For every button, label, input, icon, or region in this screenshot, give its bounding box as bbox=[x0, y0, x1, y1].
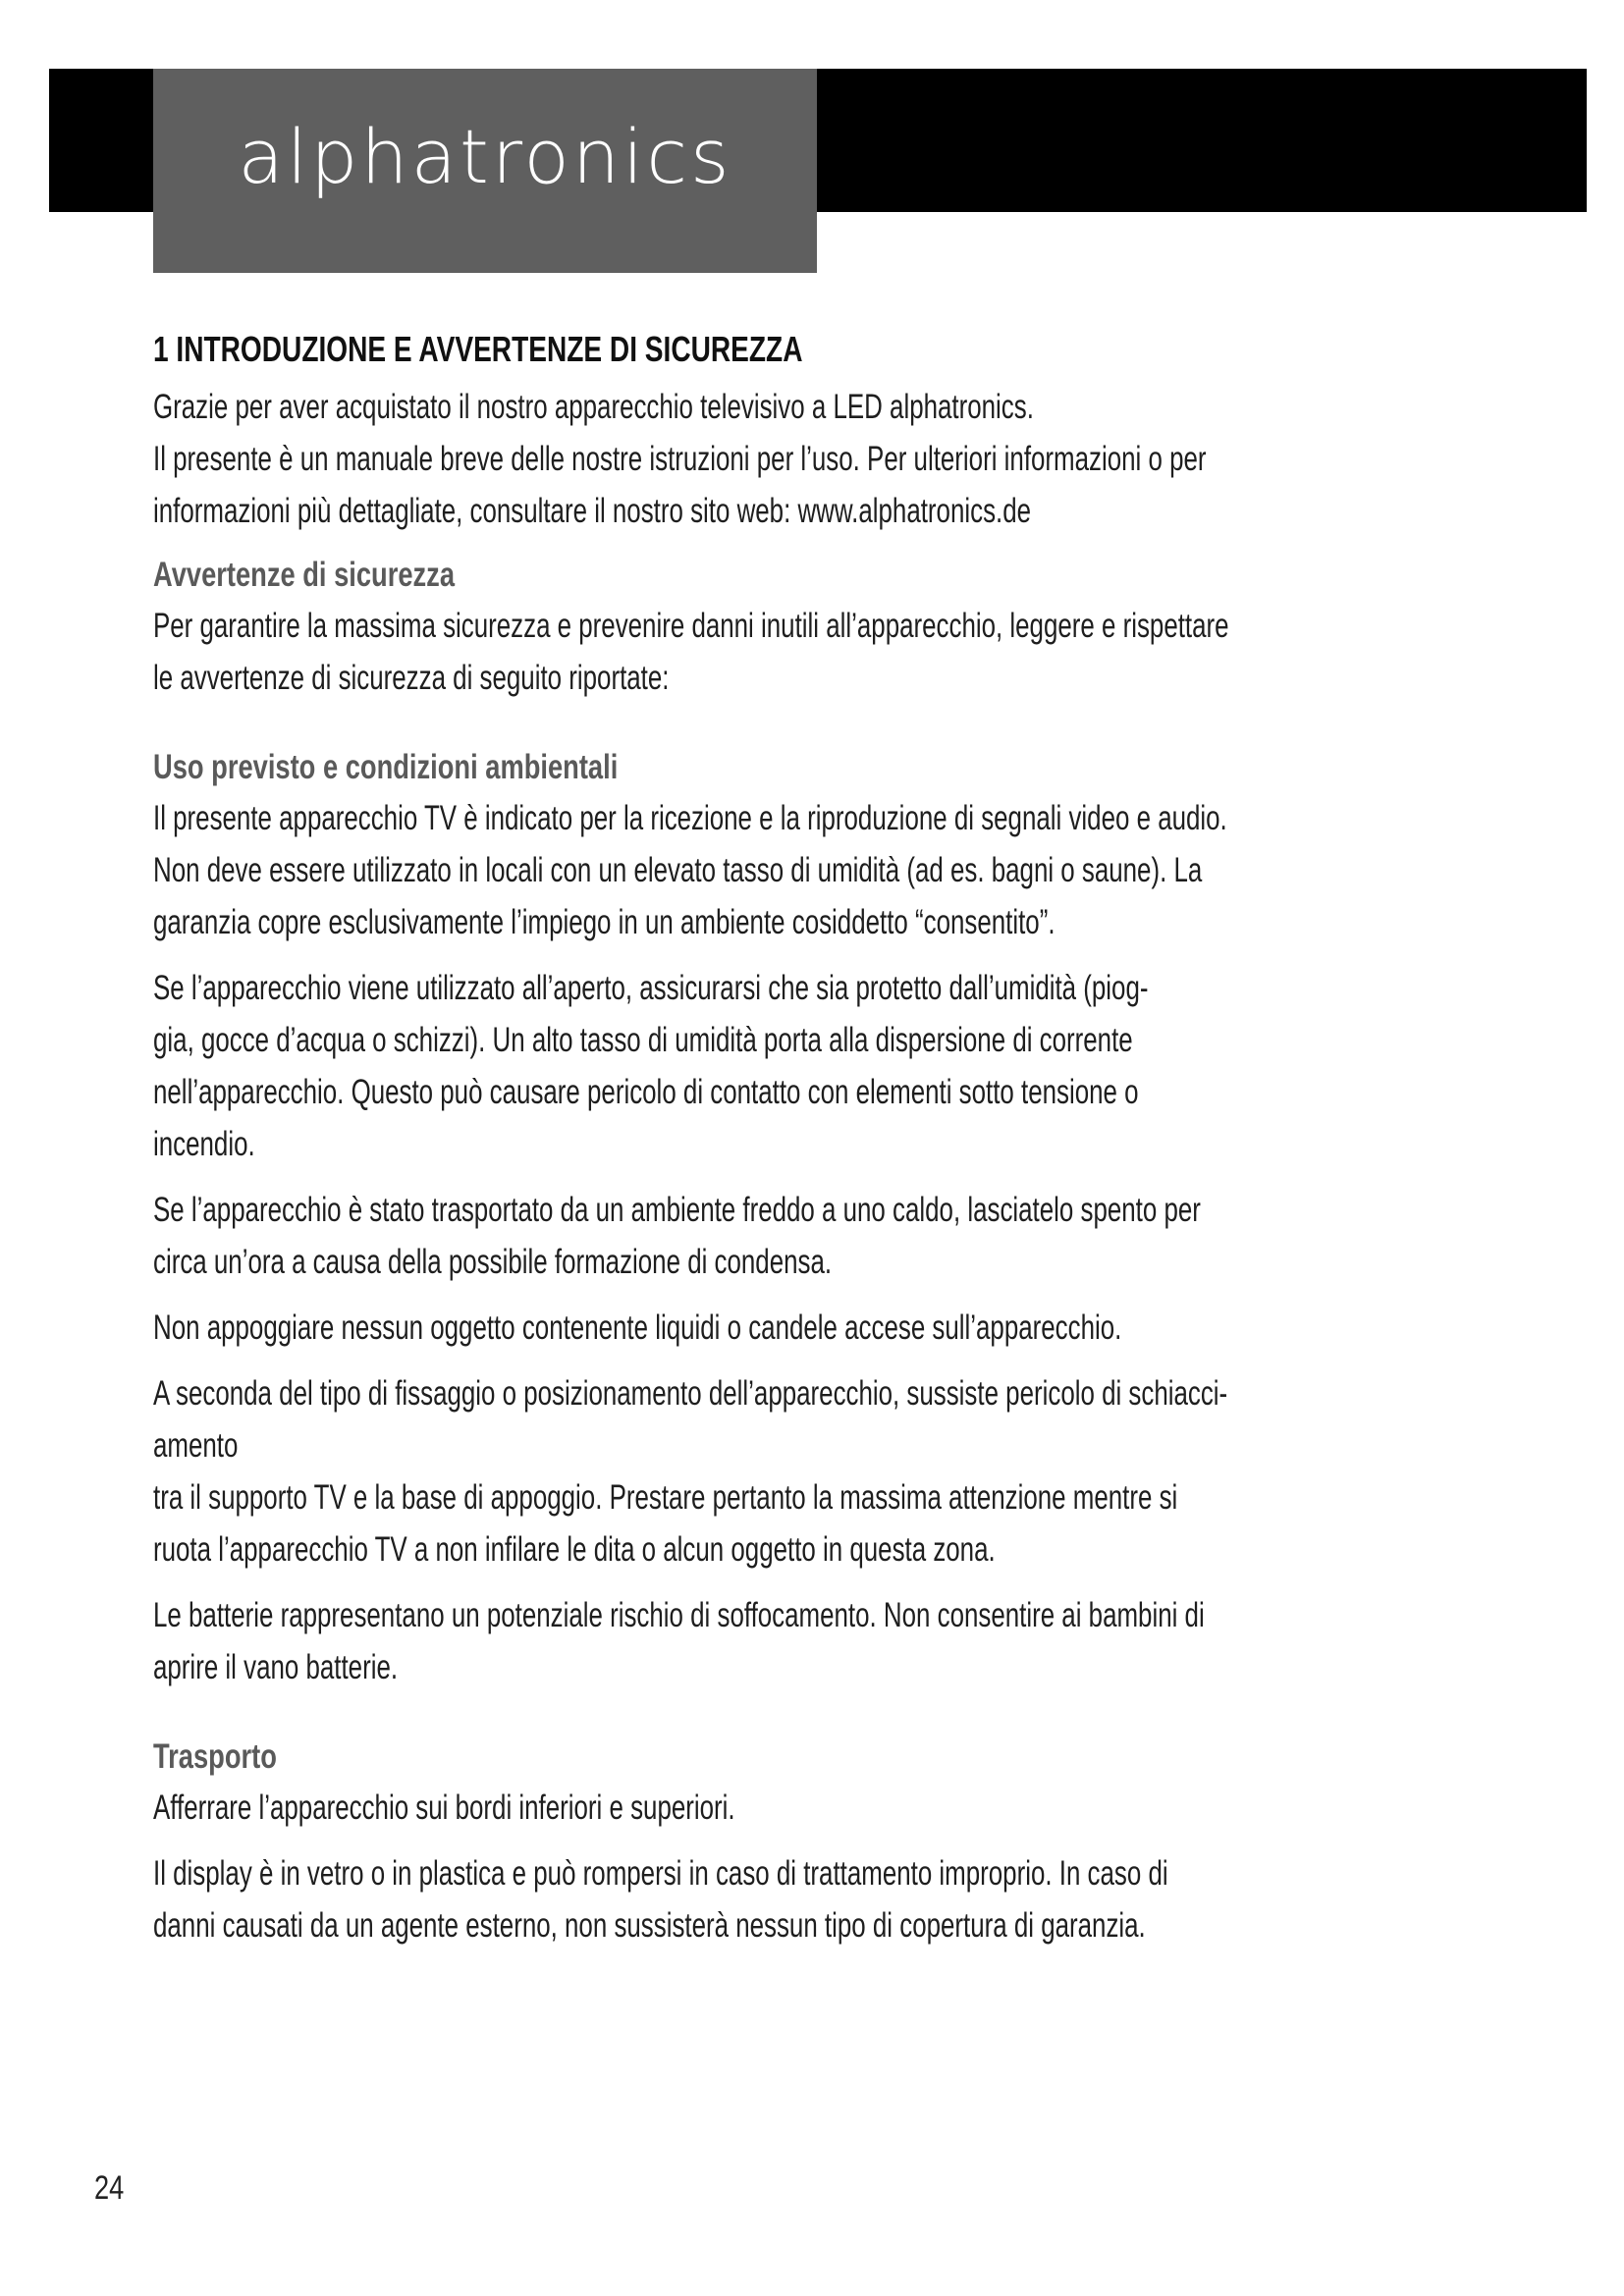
usage-paragraph-6 bbox=[153, 1589, 1498, 1693]
paragraph-line: Non appoggiare nessun oggetto contenente liquidi o candele accese sull’apparecchio. bbox=[153, 1308, 1122, 1347]
page-number: 24 bbox=[94, 2169, 125, 2207]
subheading-transport bbox=[153, 1733, 1498, 1782]
intro-line: informazioni più dettagliate, consultare il nostro sito web: www.alphatronics.de bbox=[153, 492, 1032, 530]
paragraph-line: aprire il vano batterie. bbox=[153, 1648, 399, 1686]
subheading-transport-text: Trasporto bbox=[153, 1737, 277, 1776]
safety-line: Per garantire la massima sicurezza e prevenire danni inutili all’apparecchio, leggere e rispettare bbox=[153, 607, 1229, 645]
paragraph-line: danni causati da un agente esterno, non sussisterà nessun tipo di copertura di garanzia. bbox=[153, 1906, 1146, 1945]
usage-paragraph-1 bbox=[153, 792, 1498, 948]
subheading-safety bbox=[153, 551, 1498, 600]
transport-paragraph-1 bbox=[153, 1782, 1498, 1834]
paragraph-line: circa un’ora a causa della possibile formazione di condensa. bbox=[153, 1243, 833, 1281]
paragraph-line: Il display è in vetro o in plastica e può rompersi in caso di trattamento improprio. In caso di bbox=[153, 1854, 1168, 1893]
paragraph-line: A seconda del tipo di fissaggio o posizionamento dell’apparecchio, sussiste pericolo di schiacci- bbox=[153, 1374, 1228, 1413]
safety-paragraph bbox=[153, 600, 1498, 704]
paragraph-line: Il presente apparecchio TV è indicato per la ricezione e la riproduzione di segnali video e audio. bbox=[153, 799, 1227, 837]
subheading-usage bbox=[153, 743, 1498, 792]
brand-logo-text: alphatronics bbox=[238, 113, 732, 200]
paragraph-line: tra il supporto TV e la base di appoggio. Prestare pertanto la massima attenzione mentre si bbox=[153, 1478, 1178, 1517]
paragraph-line: Se l’apparecchio viene utilizzato all’aperto, assicurarsi che sia protetto dall’umidità (piog- bbox=[153, 969, 1149, 1007]
paragraph-line: amento bbox=[153, 1426, 239, 1465]
paragraph-line: Se l’apparecchio è stato trasportato da un ambiente freddo a uno caldo, lasciatelo spento per bbox=[153, 1191, 1201, 1229]
section-title-text: 1 INTRODUZIONE E AVVERTENZE DI SICUREZZA bbox=[153, 329, 803, 369]
paragraph-line: incendio. bbox=[153, 1125, 255, 1163]
subheading-usage-text: Uso previsto e condizioni ambientali bbox=[153, 748, 619, 786]
paragraph-line: Le batterie rappresentano un potenziale rischio di soffocamento. Non consentire ai bambini di bbox=[153, 1596, 1205, 1634]
paragraph-line: nell’apparecchio. Questo può causare pericolo di contatto con elementi sotto tensione o bbox=[153, 1073, 1139, 1111]
intro-line: Il presente è un manuale breve delle nostre istruzioni per l’uso. Per ulteriori informazioni o per bbox=[153, 440, 1207, 478]
section-title bbox=[153, 324, 1498, 375]
subheading-safety-text: Avvertenze di sicurezza bbox=[153, 556, 456, 594]
paragraph-line: Non deve essere utilizzato in locali con un elevato tasso di umidità (ad es. bagni o saune). La bbox=[153, 851, 1203, 889]
usage-paragraph-3 bbox=[153, 1184, 1498, 1288]
safety-line: le avvertenze di sicurezza di seguito riportate: bbox=[153, 659, 670, 697]
intro-line: Grazie per aver acquistato il nostro apparecchio televisivo a LED alphatronics. bbox=[153, 388, 1034, 426]
paragraph-line: Afferrare l’apparecchio sui bordi inferiori e superiori. bbox=[153, 1789, 735, 1827]
usage-paragraph-5 bbox=[153, 1367, 1498, 1575]
intro-paragraph bbox=[153, 381, 1498, 537]
paragraph-line: ruota l’apparecchio TV a non infilare le dita o alcun oggetto in questa zona. bbox=[153, 1530, 996, 1569]
brand-logo bbox=[153, 69, 817, 273]
paragraph-line: garanzia copre esclusivamente l’impiego in un ambiente cosiddetto “consentito”. bbox=[153, 903, 1056, 941]
document-body bbox=[153, 324, 1498, 1951]
usage-paragraph-2 bbox=[153, 962, 1498, 1170]
paragraph-line: gia, gocce d’acqua o schizzi). Un alto tasso di umidità porta alla dispersione di corrente bbox=[153, 1021, 1133, 1059]
usage-paragraph-4 bbox=[153, 1302, 1498, 1354]
transport-paragraph-2 bbox=[153, 1847, 1498, 1951]
